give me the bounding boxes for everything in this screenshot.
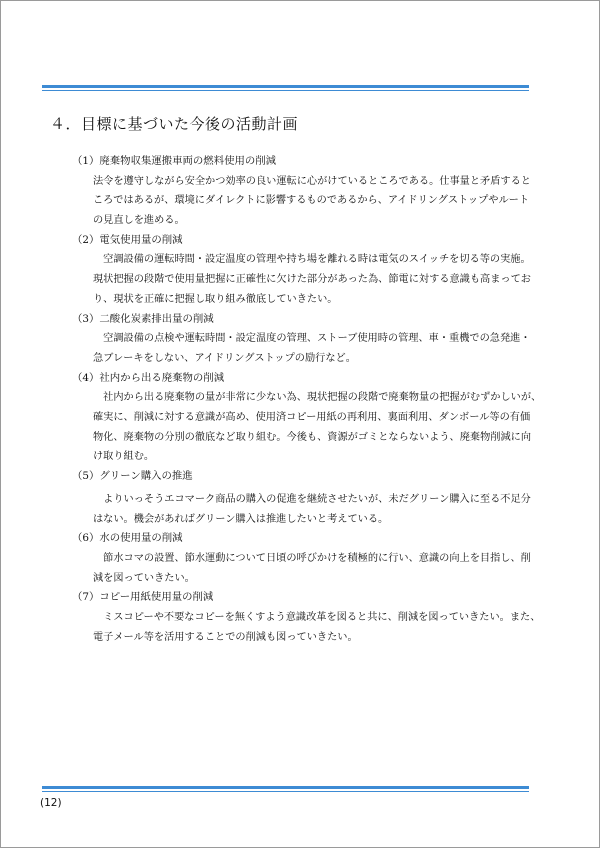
page-number: (12): [40, 797, 62, 809]
section-heading: （7）コピー用紙使用量の削減: [72, 591, 214, 604]
section-heading: （6）水の使用量の削減: [72, 532, 183, 545]
body-line: 空調設備の運転時間・設定温度の管理や持ち場を離れる時は電気のスイッチを切る等の実施。: [93, 254, 531, 266]
section-heading: （3）二酸化炭素排出量の削減: [72, 312, 214, 325]
section-heading: （4）社内から出る廃棄物の削減: [72, 371, 225, 384]
body-line: の見直しを進める。: [93, 215, 185, 227]
body-line: 電子メール等を活用することでの削減も図っていきたい。: [93, 631, 358, 643]
section-body: [72, 172, 532, 231]
body-line: 法令を遵守しながら安全かつ効率の良い運転に心がけているところである。仕事量と矛盾すると: [93, 175, 531, 187]
section-heading: （5）グリーン購入の推進: [72, 470, 193, 483]
body-line: 社内から出る廃棄物の量が非常に少ない為、現状把握の段階で廃棄物量の把握がむずかしいが、: [93, 392, 542, 404]
body-line: はない。機会があればグリーン購入は推進したいと考えている。: [93, 513, 389, 525]
body-line: 物化、廃棄物の分別の徹底など取り組む。今後も、資源がゴミとならないよう、廃棄物削減に向: [93, 431, 532, 443]
header-rule: [42, 85, 529, 91]
body-line: ころではあるが、環境にダイレクトに影響するものであるから、アイドリングストップやルート: [93, 195, 530, 207]
section-fuel: [72, 152, 532, 231]
body-line: 確実に、削減に対する意識が高め、使用済コピー用紙の再利用、裏面利用、ダンボール等の有価: [93, 412, 531, 424]
body-line: 空調設備の点検や運転時間・設定温度の管理、ストーブ使用時の管理、車・重機での急発進・: [93, 333, 531, 345]
section-water: [72, 529, 532, 588]
section-body: [72, 549, 532, 588]
section-co2: [72, 310, 532, 369]
section-body: [72, 490, 532, 529]
section-waste: [72, 369, 542, 468]
sections: [72, 152, 542, 647]
section-body: [72, 329, 532, 368]
body-line: ミスコピーや不要なコピーを無くすよう意識改革を図ると共に、削減を図っていきたい。また、: [93, 612, 541, 624]
body-line: け取り組む。: [93, 451, 155, 463]
body-line: 減を図っていきたい。: [93, 572, 195, 584]
body-line: 急ブレーキをしない、アイドリングストップの励行など。: [93, 352, 356, 364]
footer-rule: [42, 786, 529, 792]
section-body: [72, 388, 542, 467]
section-heading: （1）廃棄物収集運搬車両の燃料使用の削減: [72, 155, 277, 167]
section-green-purchase: [72, 467, 532, 529]
body-line: 節水コマの設置、節水運動について日頃の呼びかけを積極的に行い、意識の向上を目指し、削: [93, 552, 531, 564]
section-copy-paper: [72, 588, 541, 647]
section-heading: （2）電気使用量の削減: [72, 233, 183, 246]
section-electricity: [72, 231, 532, 310]
body-line: 現状把握の段階で使用量把握に正確性に欠けた部分があった為、節電に対する意識も高まってお: [93, 274, 531, 286]
section-body: [72, 250, 532, 309]
body-line: よりいっそうエコマーク商品の購入の促進を継続させたいが、未だグリーン購入に至る不足分: [93, 493, 531, 505]
section-body: [72, 608, 541, 647]
body-line: り、現状を正確に把握し取り組み徹底していきたい。: [93, 293, 338, 305]
page-title: ４．目標に基づいた今後の活動計画: [50, 115, 299, 133]
